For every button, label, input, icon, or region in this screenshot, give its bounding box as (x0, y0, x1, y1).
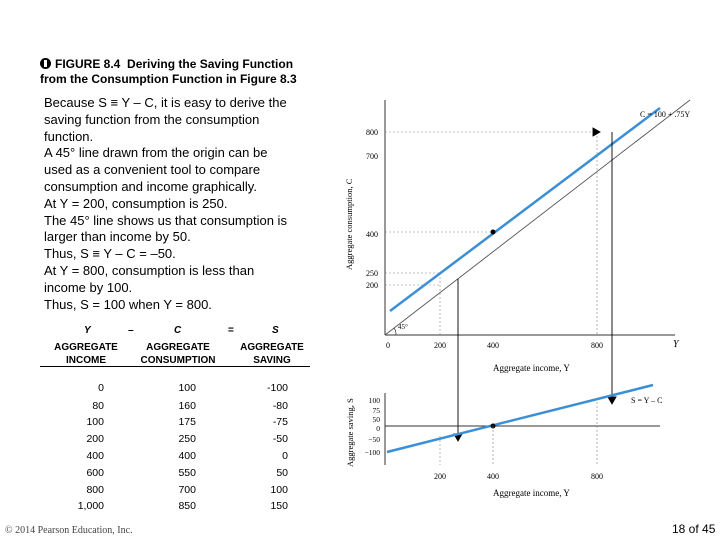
saving-line (387, 385, 653, 452)
top-x-axis-symbol: Y (673, 339, 679, 350)
bottom-y-tick: 0 (376, 424, 380, 433)
copyright-text: © 2014 Pearson Education, Inc. (5, 525, 133, 536)
body-line: income by 100. (44, 279, 133, 295)
body-line: At Y = 800, consumption is less than (44, 262, 255, 278)
header-income: AGGREGATE INCOME (54, 342, 118, 366)
bottom-y-tick: 50 (372, 415, 380, 424)
bottom-y-axis-label: Aggregate saving, S (345, 398, 355, 467)
arrow-icon (608, 397, 616, 404)
play-icon[interactable] (40, 58, 51, 69)
body-line: Thus, S = 100 when Y = 800. (44, 296, 212, 312)
connector-lines (454, 128, 616, 441)
body-line: A 45° line drawn from the origin can be (44, 145, 268, 161)
body-line: function. (44, 128, 94, 144)
body-line: Because S ≡ Y – C, it is easy to derive the (44, 95, 287, 110)
body-line: The 45° line shows us that consumption is (44, 212, 287, 228)
body-text (44, 95, 314, 313)
minus-operator: – (128, 325, 134, 336)
saving-line-label: S = Y – C (631, 396, 663, 405)
header-symbol-c: C (174, 325, 182, 336)
angle-arc (394, 328, 396, 335)
body-line: Thus, S ≡ Y – C = –50. (44, 246, 176, 262)
consumption-line-label: C = 100 + .75Y (640, 110, 691, 119)
top-y-tick: 200 (366, 281, 378, 290)
top-y-tick: 800 (366, 128, 378, 137)
header-consumption: AGGREGATE CONSUMPTION (140, 342, 216, 366)
top-x-tick: 800 (591, 341, 603, 350)
body-line: larger than income by 50. (44, 229, 191, 245)
bottom-y-tick: 100 (368, 396, 380, 405)
consumption-chart (344, 100, 690, 373)
figure-label: FIGURE 8.4 (55, 57, 121, 71)
bottom-y-tick: 75 (372, 406, 380, 415)
top-y-tick: 700 (366, 152, 378, 161)
header-symbol-y: Y (84, 325, 91, 336)
top-x-tick: 400 (487, 341, 499, 350)
figure-title-line1: Deriving the Saving Function (127, 57, 294, 71)
bottom-y-tick: −50 (368, 435, 380, 444)
figure-title (40, 57, 340, 87)
table-divider (40, 366, 310, 367)
page-number: 18 of 45 (672, 522, 716, 536)
bottom-y-tick: −100 (364, 448, 380, 457)
header-saving: AGGREGATE SAVING (240, 342, 304, 366)
angle-annotation: 45° (398, 323, 408, 331)
bottom-x-tick: 200 (434, 472, 446, 481)
consumption-line (390, 108, 660, 311)
top-x-tick: 200 (434, 341, 446, 350)
charts-figure (340, 95, 715, 515)
body-line: consumption and income graphically. (44, 178, 257, 194)
bottom-x-axis-label: Aggregate income, Y (493, 488, 570, 498)
45-degree-line (385, 100, 690, 335)
top-x-tick: 0 (386, 341, 390, 350)
bottom-x-tick: 400 (487, 472, 499, 481)
top-y-tick: 250 (366, 269, 378, 278)
top-y-tick: 400 (366, 230, 378, 239)
header-symbol-s: S (272, 325, 279, 336)
body-line: At Y = 200, consumption is 250. (44, 195, 228, 211)
body-line: used as a convenient tool to compare (44, 162, 261, 178)
top-y-axis-label: Aggregate consumption, C (344, 178, 354, 270)
top-x-axis-label: Aggregate income, Y (493, 363, 570, 373)
bottom-x-tick: 800 (591, 472, 603, 481)
saving-chart (345, 385, 662, 498)
equals-operator: = (228, 325, 234, 336)
arrow-icon (593, 128, 600, 136)
figure-title-line2: from the Consumption Function in Figure 8.3 (40, 72, 297, 86)
body-line: saving function from the consumption (44, 111, 260, 127)
